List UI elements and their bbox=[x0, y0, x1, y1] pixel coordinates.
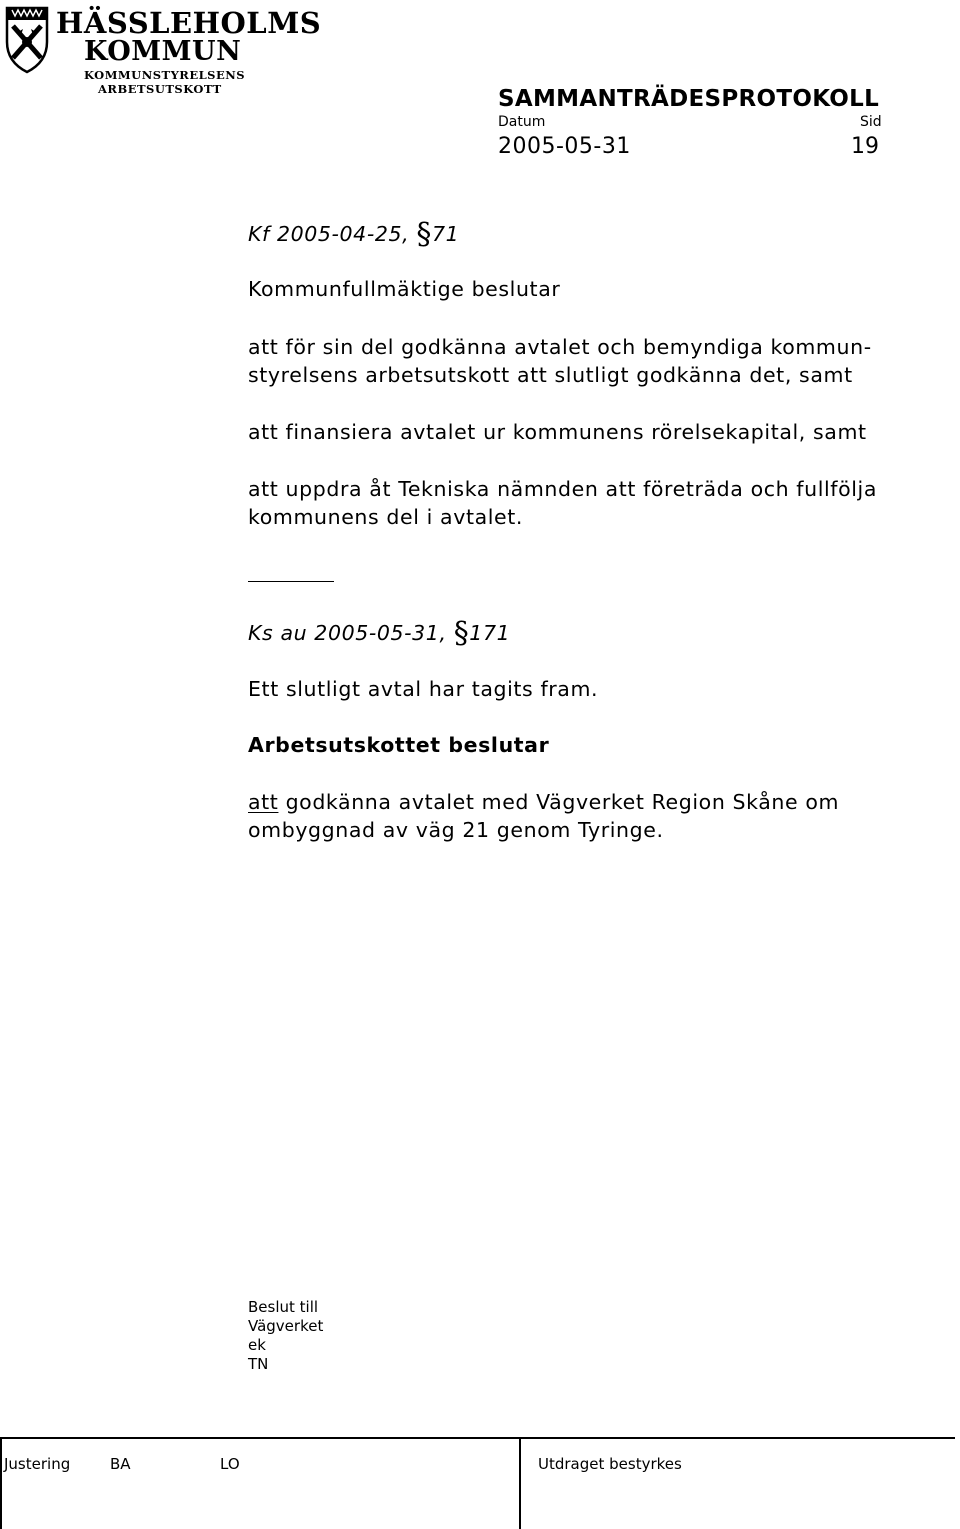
section-symbol: § bbox=[416, 217, 432, 252]
dept-name-line1: KOMMUNSTYRELSENS bbox=[84, 68, 246, 82]
kf-heading: Kommunfullmäktige beslutar bbox=[248, 277, 561, 301]
distribution-heading: Beslut till bbox=[248, 1298, 319, 1316]
au-decision-text: godkänna avtalet med Vägverket Region Skåne om bbox=[278, 790, 840, 814]
org-name-line2: KOMMUN bbox=[84, 36, 242, 67]
ks-text: Ett slutligt avtal har tagits fram. bbox=[248, 677, 599, 701]
kf-att3-line2: kommunens del i avtalet. bbox=[248, 505, 524, 529]
date-label: Datum bbox=[498, 114, 546, 130]
recipient-tn: TN bbox=[248, 1355, 269, 1373]
kf-reference-date: Kf 2005-04-25, bbox=[248, 222, 417, 246]
au-decision-line1 bbox=[248, 788, 839, 816]
coat-of-arms-logo bbox=[4, 2, 50, 74]
ks-reference bbox=[248, 616, 511, 651]
dept-name-line2: ARBETSUTSKOTT bbox=[98, 82, 222, 96]
recipient-vagverket: Vägverket bbox=[248, 1317, 324, 1335]
au-heading: Arbetsutskottet beslutar bbox=[248, 733, 550, 757]
footer-top-rule bbox=[0, 1437, 955, 1439]
kf-att3-line1: att uppdra åt Tekniska nämnden att företräda och fullfölja bbox=[248, 477, 877, 501]
ks-reference-number: 171 bbox=[469, 621, 511, 645]
page-number: 19 bbox=[851, 134, 879, 159]
page-label: Sid bbox=[860, 114, 882, 130]
kf-att1-line2: styrelsens arbetsutskott att slutligt godkänna det, samt bbox=[248, 363, 853, 387]
initials-lo: LO bbox=[220, 1455, 240, 1473]
footer-left-rule bbox=[0, 1437, 2, 1529]
document-title: SAMMANTRÄDESPROTOKOLL bbox=[498, 86, 880, 112]
ks-reference-date: Ks au 2005-05-31, bbox=[248, 621, 454, 645]
kf-att1-line1: att för sin del godkänna avtalet och bemyndiga kommun- bbox=[248, 335, 872, 359]
utdraget-label: Utdraget bestyrkes bbox=[538, 1455, 682, 1473]
org-name-line1: HÄSSLEHOLMS bbox=[56, 6, 322, 40]
section-symbol-2: § bbox=[453, 616, 470, 651]
date-value: 2005-05-31 bbox=[498, 134, 631, 159]
initials-ba: BA bbox=[110, 1455, 131, 1473]
att-keyword: att bbox=[248, 790, 279, 814]
footer-divider bbox=[519, 1437, 521, 1529]
section-separator bbox=[248, 581, 334, 582]
kf-att2: att finansiera avtalet ur kommunens rörelsekapital, samt bbox=[248, 420, 867, 444]
kf-reference-number: 71 bbox=[431, 222, 460, 246]
kf-reference bbox=[248, 217, 460, 252]
au-decision-line2: ombyggnad av väg 21 genom Tyringe. bbox=[248, 818, 664, 842]
justering-label: Justering bbox=[4, 1455, 71, 1473]
recipient-ek: ek bbox=[248, 1336, 266, 1354]
